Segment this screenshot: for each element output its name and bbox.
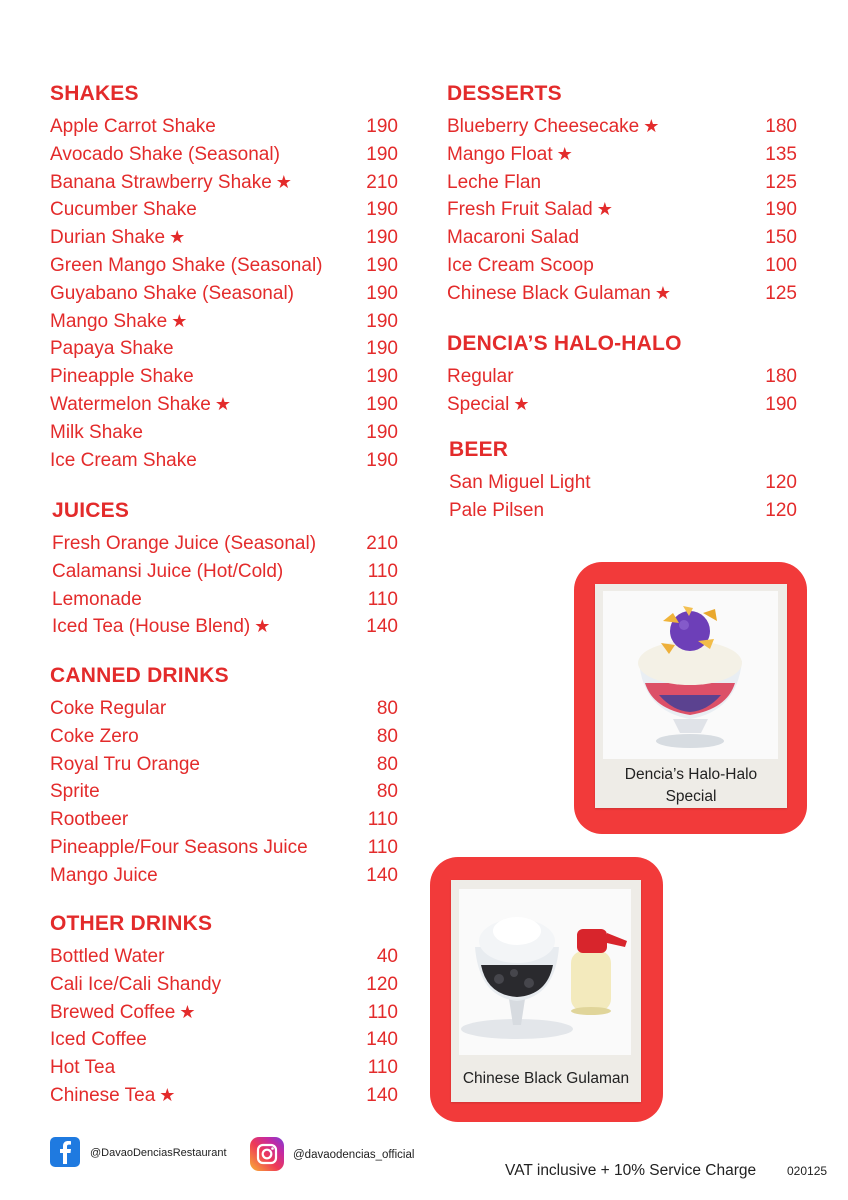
menu-item-name: Bottled Water: [50, 946, 165, 967]
menu-item-price: 80: [376, 698, 398, 719]
menu-item-name: Iced Tea (House Blend): [52, 616, 251, 638]
menu-item-price: 190: [366, 338, 398, 360]
menu-item-name: Regular: [447, 366, 514, 387]
menu-item-name: San Miguel Light: [449, 472, 591, 493]
halo-halo-caption-line1: Dencia’s Halo-Halo: [624, 766, 758, 783]
halo-halo-illustration: [603, 591, 778, 759]
star-icon: ★: [254, 616, 271, 637]
star-icon: ★: [169, 227, 186, 248]
menu-item-name: Mango Float: [447, 143, 553, 165]
menu-item: [50, 391, 398, 419]
menu-item: [52, 530, 398, 558]
menu-item-price: 100: [765, 254, 797, 276]
star-icon: ★: [159, 1084, 176, 1105]
juices-list: [52, 530, 398, 641]
menu-item: [50, 862, 398, 890]
star-icon: ★: [179, 1001, 196, 1022]
menu-item-name-wrap: [447, 196, 613, 224]
vat-note: VAT inclusive + 10% Service Charge: [505, 1162, 757, 1179]
section-title-desserts: DESSERTS: [447, 82, 562, 105]
juices-section: [52, 498, 398, 641]
menu-item-name: Pineapple/Four Seasons Juice: [50, 836, 308, 858]
menu-item-price: 80: [376, 753, 398, 775]
menu-item-name-wrap: [447, 169, 541, 197]
menu-item-name-wrap: [50, 196, 197, 224]
menu-item-price: 140: [366, 1029, 398, 1051]
menu-item-name: Papaya Shake: [50, 338, 174, 360]
menu-item: [449, 497, 797, 525]
menu-item-name: Sprite: [50, 781, 100, 803]
other-drinks-list: [50, 943, 398, 1110]
section-title-halo-halo: DENCIA’S HALO-HALO: [447, 332, 682, 355]
menu-item-name-wrap: [50, 419, 143, 447]
menu-item-name: Durian Shake: [50, 227, 166, 249]
menu-item-name: Avocado Shake (Seasonal): [50, 143, 280, 165]
menu-item-price: 180: [765, 116, 797, 137]
menu-item-name-wrap: [447, 363, 514, 391]
menu-item: [52, 586, 398, 614]
menu-item-name: Chinese Black Gulaman: [447, 282, 651, 304]
menu-item-name: Iced Coffee: [50, 1029, 147, 1051]
menu-item: [50, 419, 398, 447]
menu-item-name: Pale Pilsen: [449, 499, 545, 521]
menu-item-name: Mango Shake: [50, 310, 168, 332]
halo-halo-photo-frame: [595, 584, 787, 808]
menu-item-price: 190: [366, 116, 398, 137]
menu-item-name-wrap: [447, 113, 659, 141]
menu-item-name-wrap: [52, 558, 283, 586]
star-icon: ★: [596, 199, 613, 220]
menu-item-name-wrap: [50, 169, 292, 197]
menu-item-name: Banana Strawberry Shake: [50, 171, 272, 193]
menu-item-price: 210: [366, 171, 398, 193]
desserts-list: [447, 113, 797, 308]
menu-item-name: Special: [447, 393, 510, 415]
menu-item-price: 190: [366, 199, 398, 221]
menu-item-name-wrap: [50, 862, 158, 890]
menu-item-price: 120: [765, 499, 797, 521]
menu-item: [50, 751, 398, 779]
menu-item-name-wrap: [447, 391, 529, 419]
section-title-beer: BEER: [449, 438, 509, 461]
menu-item: [50, 335, 398, 363]
canned-drinks-list: [50, 695, 398, 890]
facebook-handle[interactable]: @DavaoDenciasRestaurant: [90, 1147, 227, 1159]
menu-item-name: Brewed Coffee: [50, 1001, 176, 1023]
section-title-shakes: SHAKES: [50, 82, 139, 105]
menu-item: [50, 141, 398, 169]
menu-item: [447, 113, 797, 141]
menu-item-name-wrap: [50, 806, 128, 834]
menu-item-name: Cali Ice/Cali Shandy: [50, 973, 222, 995]
menu-item: [447, 141, 797, 169]
star-icon: ★: [654, 282, 671, 303]
menu-item-name-wrap: [50, 723, 139, 751]
menu-item-name: Hot Tea: [50, 1057, 116, 1079]
star-icon: ★: [513, 393, 530, 414]
menu-item-name-wrap: [50, 1082, 175, 1110]
menu-item-price: 190: [366, 393, 398, 415]
menu-item-price: 125: [765, 171, 797, 193]
menu-item-price: 190: [366, 449, 398, 471]
star-icon: ★: [275, 171, 292, 192]
star-icon: ★: [556, 143, 573, 164]
menu-item-name-wrap: [50, 751, 200, 779]
menu-item: [50, 943, 398, 971]
menu-item-price: 140: [366, 864, 398, 886]
menu-item-price: 190: [366, 282, 398, 304]
menu-item-name: Ice Cream Shake: [50, 449, 197, 471]
menu-item-name-wrap: [50, 280, 294, 308]
menu-item: [50, 1026, 398, 1054]
menu-item: [52, 558, 398, 586]
menu-item: [50, 252, 398, 280]
menu-item-name-wrap: [52, 586, 142, 614]
menu-item-name: Leche Flan: [447, 171, 542, 193]
menu-item-name: Fresh Fruit Salad: [447, 199, 593, 221]
menu-item-price: 80: [376, 781, 398, 803]
menu-item-price: 110: [367, 1057, 398, 1079]
menu-item-price: 110: [367, 588, 398, 610]
menu-item-price: 40: [376, 946, 398, 967]
menu-item-name-wrap: [50, 1026, 147, 1054]
halo-halo-section: [447, 331, 797, 419]
menu-item: [447, 391, 797, 419]
menu-item-name-wrap: [50, 252, 323, 280]
menu-item: [50, 280, 398, 308]
menu-item-name: Watermelon Shake: [50, 393, 211, 415]
menu-item-price: 125: [765, 282, 797, 304]
menu-item-name-wrap: [50, 971, 221, 999]
menu-item-price: 80: [376, 725, 398, 747]
menu-item-price: 190: [366, 143, 398, 165]
halo-halo-photo: [603, 591, 778, 759]
menu-item: [50, 999, 398, 1027]
menu-item: [50, 834, 398, 862]
menu-item-name: Calamansi Juice (Hot/Cold): [52, 560, 284, 582]
menu-item-name-wrap: [447, 280, 671, 308]
beer-list: [449, 469, 797, 525]
menu-item-name-wrap: [52, 530, 316, 558]
instagram-handle[interactable]: @davaodencias_official: [293, 1149, 415, 1161]
menu-item: [50, 196, 398, 224]
menu-item: [50, 113, 398, 141]
star-icon: ★: [214, 393, 232, 414]
menu-item-name-wrap: [449, 497, 544, 525]
gulaman-photo-card: [430, 857, 663, 1122]
menu-item: [447, 252, 797, 280]
menu-item-price: 120: [366, 973, 398, 995]
menu-item-name-wrap: [50, 695, 166, 723]
menu-item-price: 190: [366, 227, 398, 249]
menu-item-name: Rootbeer: [50, 809, 129, 831]
star-icon: ★: [643, 116, 660, 136]
section-title-canned-drinks: CANNED DRINKS: [50, 664, 229, 687]
halo-halo-photo-card: [574, 562, 807, 834]
menu-code: 020125: [787, 1164, 828, 1178]
menu-item-name: Milk Shake: [50, 421, 143, 443]
menu-item-name: Lemonade: [52, 588, 142, 610]
menu-item: [50, 971, 398, 999]
menu-item-name-wrap: [50, 778, 100, 806]
gulaman-illustration: [459, 889, 631, 1055]
menu-item-name-wrap: [447, 224, 579, 252]
menu-item-name: Guyabano Shake (Seasonal): [50, 282, 294, 304]
menu-item-name-wrap: [50, 447, 197, 475]
menu-item-name-wrap: [50, 224, 185, 252]
menu-item-price: 190: [765, 393, 797, 415]
menu-item-name: Pineapple Shake: [50, 366, 194, 388]
menu-item-price: 135: [765, 143, 797, 165]
menu-item: [447, 224, 797, 252]
facebook-icon[interactable]: [50, 1137, 80, 1167]
menu-item-name: Royal Tru Orange: [50, 753, 200, 775]
menu-item-name-wrap: [50, 391, 231, 419]
menu-item-name: Coke Regular: [50, 698, 167, 719]
menu-item-price: 140: [366, 616, 398, 638]
beer-section: [449, 437, 797, 525]
menu-item-price: 120: [765, 472, 797, 493]
menu-item: [50, 363, 398, 391]
menu-item: [447, 169, 797, 197]
menu-item-name: Macaroni Salad: [447, 227, 580, 249]
menu-item-price: 150: [765, 227, 797, 249]
menu-item: [50, 1082, 398, 1110]
menu-item-price: 190: [366, 310, 398, 332]
menu-item: [50, 308, 398, 336]
menu-item-price: 210: [366, 533, 398, 554]
menu-item: [50, 806, 398, 834]
menu-item: [50, 169, 398, 197]
menu-item: [447, 196, 797, 224]
gulaman-photo-frame: [451, 880, 641, 1102]
halo-halo-caption: [595, 764, 787, 808]
menu-item-name-wrap: [50, 834, 308, 862]
menu-item-name-wrap: [50, 141, 280, 169]
instagram-icon[interactable]: [250, 1137, 284, 1171]
menu-item-price: 190: [765, 199, 797, 221]
menu-item-name: Coke Zero: [50, 725, 139, 747]
shakes-section: [50, 81, 398, 474]
menu-item-name-wrap: [50, 308, 187, 336]
menu-item-name: Ice Cream Scoop: [447, 254, 594, 276]
menu-item-name-wrap: [50, 335, 174, 363]
menu-item: [50, 1054, 398, 1082]
menu-item-name-wrap: [50, 943, 164, 971]
menu-item-name-wrap: [50, 1054, 115, 1082]
menu-item: [449, 469, 797, 497]
menu-item-name: Blueberry Cheesecake: [447, 116, 640, 137]
menu-item-price: 190: [366, 366, 398, 388]
shakes-list: [50, 113, 398, 474]
menu-item-name: Green Mango Shake (Seasonal): [50, 254, 323, 276]
menu-item-name-wrap: [50, 999, 195, 1027]
star-icon: ★: [171, 310, 188, 331]
desserts-section: [447, 81, 797, 308]
menu-item: [52, 613, 398, 641]
menu-item-price: 110: [367, 836, 398, 858]
menu-item-name-wrap: [52, 613, 270, 641]
menu-item-price: 180: [765, 366, 797, 387]
menu-item-name: Apple Carrot Shake: [50, 116, 216, 137]
menu-item: [50, 723, 398, 751]
menu-item-name-wrap: [50, 363, 194, 391]
other-drinks-section: [50, 911, 398, 1110]
menu-item-price: 110: [367, 809, 398, 831]
menu-item-price: 110: [367, 560, 398, 582]
gulaman-photo: [459, 889, 631, 1055]
menu-item: [50, 224, 398, 252]
menu-item-price: 110: [367, 1001, 398, 1023]
menu-item-name-wrap: [50, 113, 216, 141]
halo-halo-list: [447, 363, 797, 419]
menu-item-name-wrap: [449, 469, 591, 497]
menu-item-name: Chinese Tea: [50, 1084, 156, 1106]
menu-item-name-wrap: [447, 141, 573, 169]
menu-item: [50, 695, 398, 723]
menu-item-price: 190: [366, 254, 398, 276]
section-title-juices: JUICES: [52, 499, 130, 522]
menu-item: [447, 280, 797, 308]
menu-item-name: Cucumber Shake: [50, 199, 197, 221]
menu-item: [447, 363, 797, 391]
canned-drinks-section: [50, 663, 398, 890]
halo-halo-caption-line2: Special: [665, 788, 717, 805]
menu-item-name-wrap: [447, 252, 594, 280]
menu-item-name: Fresh Orange Juice (Seasonal): [52, 533, 317, 554]
menu-item: [50, 447, 398, 475]
menu-item-price: 190: [366, 421, 398, 443]
section-title-other-drinks: OTHER DRINKS: [50, 912, 213, 935]
menu-item: [50, 778, 398, 806]
gulaman-caption: Chinese Black Gulaman: [462, 1070, 630, 1087]
menu-item-price: 140: [366, 1084, 398, 1106]
menu-item-name: Mango Juice: [50, 864, 158, 886]
